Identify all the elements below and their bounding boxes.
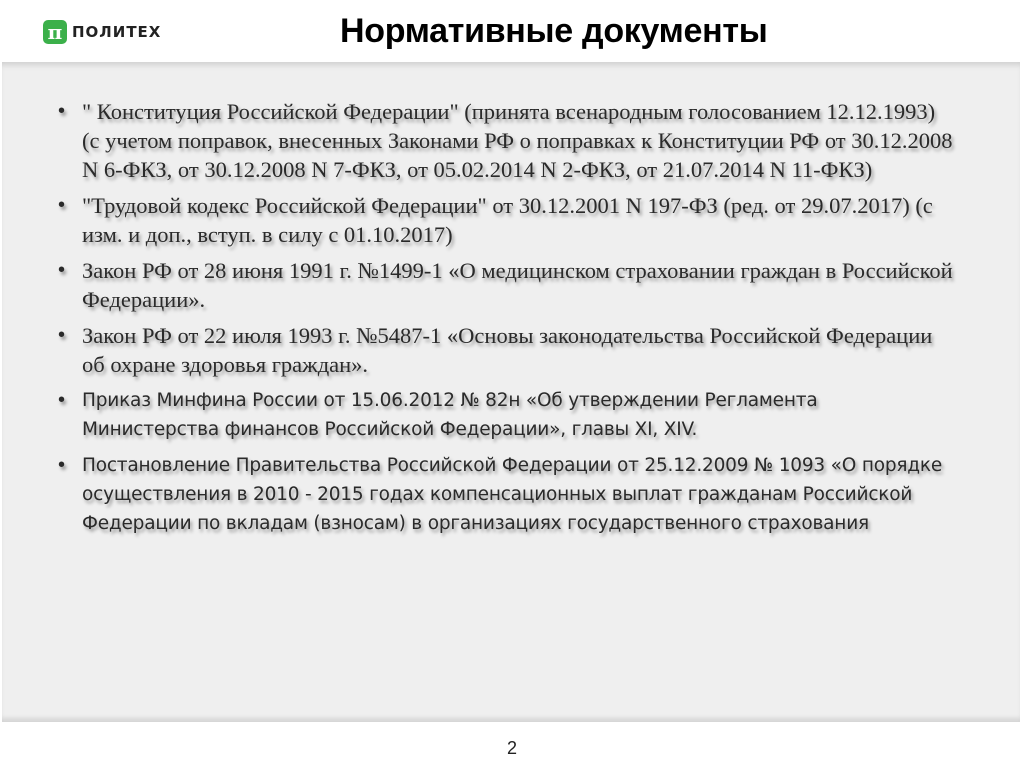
list-item-text: Закон РФ от 22 июля 1993 г. №5487-1 «Основы законодательства Российской Федерации об охране здоровья граждан». — [82, 323, 933, 377]
list-item-text: Закон РФ от 28 июня 1991 г. №1499-1 «О медицинском страховании граждан в Российской Федерации». — [82, 258, 953, 312]
bullet-icon: • — [58, 100, 66, 122]
list-item-government-decree — [58, 451, 958, 538]
bullet-icon: • — [58, 454, 65, 476]
pi-logo-icon: π — [43, 20, 67, 44]
list-item-text: " Конституция Российской Федерации" (принята всенародным голосованием 12.12.1993) (с учетом поправок, внесенных Законами РФ о поправках к Конституции РФ от 30.12.2008 N 6-ФКЗ, от 30.12.2008 N 7-ФКЗ, от 05.02.2014 N 2-ФКЗ, от 21.07.2014 N 11-ФКЗ) — [82, 99, 953, 182]
logo-text: ПОЛИТЕХ — [72, 23, 162, 41]
bullet-icon: • — [58, 324, 66, 346]
page-title: Нормативные документы — [340, 12, 768, 50]
politech-logo — [43, 20, 161, 44]
slide-header — [0, 0, 1024, 62]
list-item-text: "Трудовой кодекс Российской Федерации" от 30.12.2001 N 197-ФЗ (ред. от 29.07.2017) (с изм. и доп., вступ. в силу с 01.10.2017) — [82, 193, 933, 247]
bullet-icon: • — [58, 389, 65, 411]
list-item-text: Приказ Минфина России от 15.06.2012 № 82н «Об утверждении Регламента Министерства финансов Российской Федерации», главы XI, XIV. — [82, 390, 818, 440]
list-item-health-law — [58, 321, 958, 379]
documents-list — [58, 97, 958, 545]
list-item-minfin-order — [58, 386, 958, 444]
list-item-text: Постановление Правительства Российской Федерации от 25.12.2009 № 1093 «О порядке осуществления в 2010 - 2015 годах компенсационных выплат гражданам Российской Федерации по вкладам (взносам) в организациях государственного страхования — [82, 455, 943, 534]
list-item-constitution — [58, 97, 958, 184]
bullet-icon: • — [58, 194, 66, 216]
list-item-labor-code — [58, 191, 958, 249]
page-number: 2 — [506, 738, 517, 758]
bullet-icon: • — [58, 259, 66, 281]
list-item-medical-insurance-law — [58, 256, 958, 314]
